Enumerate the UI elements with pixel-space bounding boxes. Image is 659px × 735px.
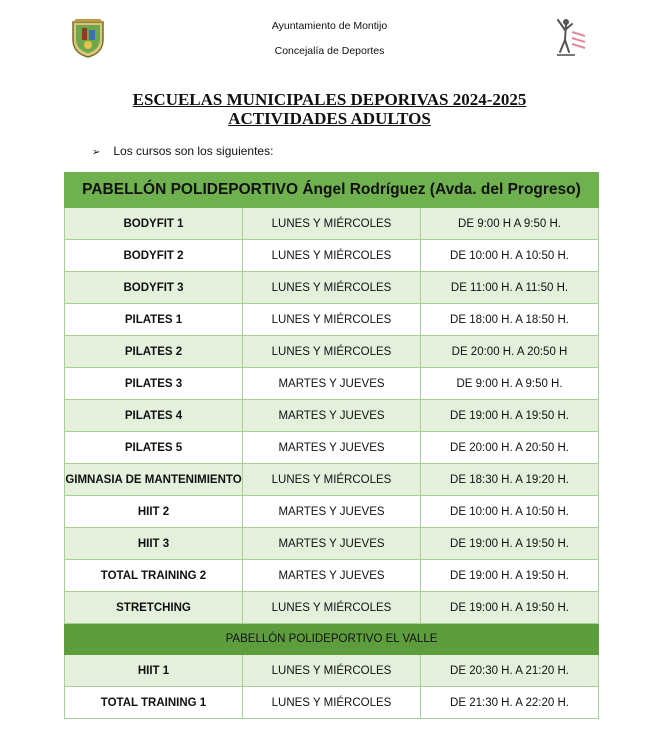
- table-row: [65, 368, 599, 400]
- venue-header-angel-rodriguez-label: PABELLÓN POLIDEPORTIVO Ángel Rodríguez (Avda. del Progreso): [65, 173, 599, 208]
- course-days: MARTES Y JUEVES: [243, 496, 421, 528]
- course-time: DE 19:00 H. A 19:50 H.: [421, 528, 599, 560]
- course-time: DE 20:00 H. A 20:50 H: [421, 336, 599, 368]
- venue-header-el-valle-label: PABELLÓN POLIDEPORTIVO EL VALLE: [65, 624, 599, 655]
- table-row: [65, 592, 599, 624]
- course-days: LUNES Y MIÉRCOLES: [243, 592, 421, 624]
- table-row: [65, 272, 599, 304]
- document-title: [0, 90, 659, 128]
- course-time: DE 9:00 H. A 9:50 H.: [421, 368, 599, 400]
- table-row: [65, 464, 599, 496]
- course-time: DE 19:00 H. A 19:50 H.: [421, 592, 599, 624]
- venue-header-angel-rodriguez: [65, 173, 599, 208]
- table-row: [65, 655, 599, 687]
- course-days: LUNES Y MIÉRCOLES: [243, 336, 421, 368]
- table-row: [65, 304, 599, 336]
- course-name: STRETCHING: [65, 592, 243, 624]
- course-time: DE 10:00 H. A 10:50 H.: [421, 240, 599, 272]
- course-days: LUNES Y MIÉRCOLES: [243, 464, 421, 496]
- course-time: DE 19:00 H. A 19:50 H.: [421, 400, 599, 432]
- course-days: LUNES Y MIÉRCOLES: [243, 655, 421, 687]
- table-row: [65, 560, 599, 592]
- course-name: PILATES 4: [65, 400, 243, 432]
- course-time: DE 11:00 H. A 11:50 H.: [421, 272, 599, 304]
- course-name: HIIT 2: [65, 496, 243, 528]
- course-name: HIIT 3: [65, 528, 243, 560]
- course-name: BODYFIT 2: [65, 240, 243, 272]
- table-row: [65, 528, 599, 560]
- table-row: [65, 687, 599, 719]
- table-row: [65, 432, 599, 464]
- table-row: [65, 496, 599, 528]
- table-row: [65, 208, 599, 240]
- course-time: DE 9:00 H A 9:50 H.: [421, 208, 599, 240]
- course-days: LUNES Y MIÉRCOLES: [243, 272, 421, 304]
- course-days: LUNES Y MIÉRCOLES: [243, 208, 421, 240]
- sports-figure-logo-icon: [555, 16, 587, 60]
- table-row: [65, 240, 599, 272]
- intro-text: Los cursos son los siguientes:: [113, 144, 274, 158]
- course-name: PILATES 1: [65, 304, 243, 336]
- table-row: [65, 336, 599, 368]
- course-name: PILATES 5: [65, 432, 243, 464]
- course-days: MARTES Y JUEVES: [243, 432, 421, 464]
- course-time: DE 21:30 H. A 22:20 H.: [421, 687, 599, 719]
- course-name: BODYFIT 3: [65, 272, 243, 304]
- course-days: LUNES Y MIÉRCOLES: [243, 687, 421, 719]
- schedule-table: [64, 172, 599, 719]
- course-time: DE 10:00 H. A 10:50 H.: [421, 496, 599, 528]
- course-name: HIIT 1: [65, 655, 243, 687]
- course-days: MARTES Y JUEVES: [243, 400, 421, 432]
- course-days: MARTES Y JUEVES: [243, 528, 421, 560]
- document-header: [0, 0, 659, 70]
- intro-line: [92, 144, 273, 158]
- arrow-bullet-icon: ➢: [92, 147, 101, 158]
- course-name: GIMNASIA DE MANTENIMIENTO: [65, 464, 243, 496]
- course-name: TOTAL TRAINING 1: [65, 687, 243, 719]
- course-name: PILATES 3: [65, 368, 243, 400]
- course-name: TOTAL TRAINING 2: [65, 560, 243, 592]
- course-days: LUNES Y MIÉRCOLES: [243, 304, 421, 336]
- venue-header-el-valle: [65, 624, 599, 655]
- course-days: LUNES Y MIÉRCOLES: [243, 240, 421, 272]
- title-line-2: ACTIVIDADES ADULTOS: [228, 109, 431, 128]
- course-time: DE 20:30 H. A 21:20 H.: [421, 655, 599, 687]
- course-time: DE 18:30 H. A 19:20 H.: [421, 464, 599, 496]
- course-name: PILATES 2: [65, 336, 243, 368]
- course-days: MARTES Y JUEVES: [243, 368, 421, 400]
- course-time: DE 20:00 H. A 20:50 H.: [421, 432, 599, 464]
- course-name: BODYFIT 1: [65, 208, 243, 240]
- course-time: DE 19:00 H. A 19:50 H.: [421, 560, 599, 592]
- table-row: [65, 400, 599, 432]
- title-line-1: ESCUELAS MUNICIPALES DEPORIVAS 2024-2025: [132, 90, 527, 109]
- course-time: DE 18:00 H. A 18:50 H.: [421, 304, 599, 336]
- header-organization: Ayuntamiento de Montijo: [271, 20, 388, 32]
- course-days: MARTES Y JUEVES: [243, 560, 421, 592]
- header-department: Concejalía de Deportes: [274, 45, 385, 57]
